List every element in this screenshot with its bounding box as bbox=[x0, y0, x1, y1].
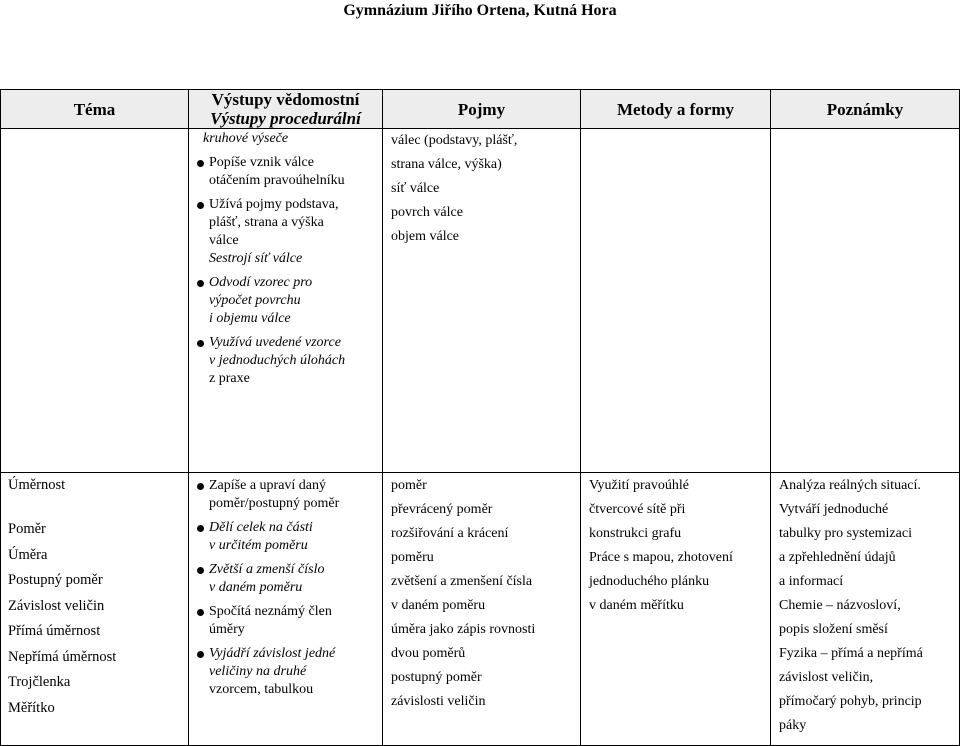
topic-item: Trojčlenka bbox=[8, 674, 71, 690]
outcome-item: Dělí celek na části v určitém poměru bbox=[193, 519, 378, 555]
topic-item: Úměra bbox=[8, 546, 48, 563]
outcome-item: Využívá uvedené vzorce v jednoduchých úlohách z praxe bbox=[193, 334, 378, 388]
outcome-item: Odvodí vzorec pro výpočet povrchu i objemu válce bbox=[193, 274, 378, 328]
header-vystupy bbox=[189, 90, 383, 129]
note-item: Fyzika – přímá a nepřímá závislost veličin, přímočarý pohyb, princip páky bbox=[779, 646, 923, 733]
header-vystupy-vedomostni: Výstupy vědomostní bbox=[211, 90, 360, 109]
topic-cell bbox=[1, 473, 189, 746]
concepts-cell bbox=[383, 473, 581, 746]
header-pojmy: Pojmy bbox=[383, 90, 581, 129]
outcome-item: Zapíše a upraví daný poměr/postupný poměr bbox=[193, 477, 378, 513]
concept-item: poměr bbox=[391, 478, 427, 493]
methods-cell bbox=[581, 473, 771, 746]
concept-item: objem válce bbox=[391, 229, 460, 244]
concept-item: rozšiřování a krácení poměru bbox=[391, 526, 509, 565]
topic-item: Nepřímá úměrnost bbox=[8, 648, 117, 665]
concept-item: povrch válce bbox=[391, 205, 463, 220]
table-header-row bbox=[1, 90, 960, 129]
concept-item: úměra jako zápis rovnosti dvou poměrů bbox=[391, 622, 536, 661]
header-poznamky: Poznámky bbox=[771, 90, 960, 129]
notes-cell bbox=[771, 473, 960, 746]
outcome-continuation: kruhové výseče bbox=[203, 131, 289, 146]
methods-cell bbox=[581, 129, 771, 473]
outcome-item: Zvětší a zmenší číslo v daném poměru bbox=[193, 561, 378, 597]
concept-item: závislosti veličin bbox=[391, 694, 486, 709]
outcome-item: Vyjádří závislost jedné veličiny na druhé vzorcem, tabulkou bbox=[193, 645, 378, 699]
topic-item: Poměr bbox=[8, 521, 46, 537]
concept-item: převrácený poměr bbox=[391, 502, 493, 517]
curriculum-table bbox=[0, 89, 960, 746]
topic-cell bbox=[1, 129, 189, 473]
concept-item: síť válce bbox=[391, 181, 440, 196]
topic-heading: Úměrnost bbox=[8, 477, 66, 493]
outcome-item: Spočítá neznámý člen úměry bbox=[193, 603, 378, 639]
outcomes-cell bbox=[189, 129, 383, 473]
header-metody: Metody a formy bbox=[581, 90, 771, 129]
method-item: Využití pravoúhlé čtvercové sítě při konstrukci grafu bbox=[589, 478, 689, 541]
table-row bbox=[1, 473, 960, 746]
concept-item: postupný poměr bbox=[391, 670, 482, 685]
outcome-item: Popíše vznik válce otáčením pravoúhelníku bbox=[193, 154, 378, 190]
outcomes-cell bbox=[189, 473, 383, 746]
note-item: Chemie – názvosloví, popis složení směsí bbox=[779, 598, 901, 637]
method-item: Práce s mapou, zhotovení jednoduchého plánku v daném měřítku bbox=[589, 550, 733, 613]
note-item: Analýza reálných situací. Vytváří jednoduché tabulky pro systemizaci a zpřehlednění údajů a informací bbox=[779, 478, 921, 589]
header-vystupy-proceduralni: Výstupy procedurální bbox=[210, 109, 361, 128]
concept-item: válec (podstavy, plášť, strana válce, výška) bbox=[391, 133, 518, 172]
table-row bbox=[1, 129, 960, 473]
topic-item: Měřítko bbox=[8, 699, 55, 716]
notes-cell bbox=[771, 129, 960, 473]
concept-item: zvětšení a zmenšení čísla v daném poměru bbox=[391, 574, 533, 613]
document-title: Gymnázium Jiřího Ortena, Kutná Hora bbox=[343, 2, 617, 19]
topic-item: Přímá úměrnost bbox=[8, 623, 101, 639]
outcome-item: Užívá pojmy podstava, plášť, strana a výška válce Sestrojí síť válce bbox=[193, 196, 378, 268]
concepts-cell bbox=[383, 129, 581, 473]
topic-item: Postupný poměr bbox=[8, 572, 103, 588]
header-tema: Téma bbox=[1, 90, 189, 129]
topic-item: Závislost veličin bbox=[8, 597, 105, 614]
